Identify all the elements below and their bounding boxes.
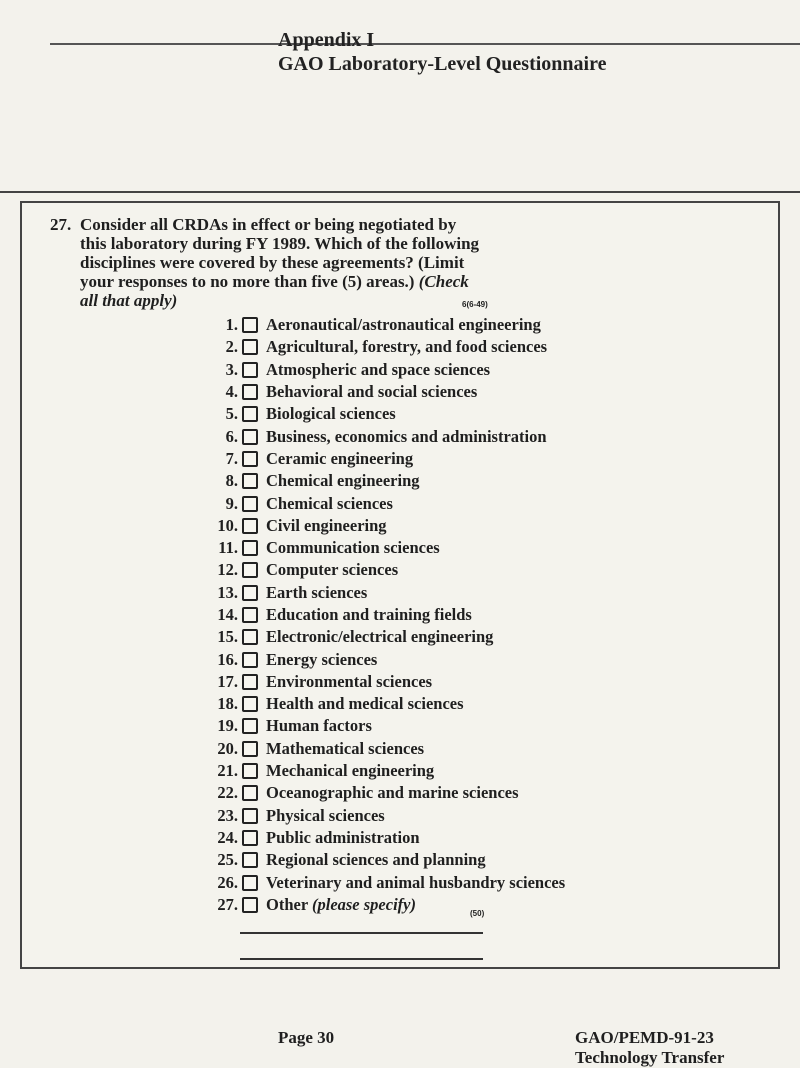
document-title: GAO Laboratory-Level Questionnaire <box>278 53 607 75</box>
checkbox[interactable] <box>242 674 258 690</box>
item-label <box>266 895 416 915</box>
item-number: 25. <box>217 850 238 870</box>
item-number: 3. <box>225 359 238 379</box>
item-number: 15. <box>217 627 238 647</box>
item-label-text: Other <box>266 894 308 914</box>
checkbox[interactable] <box>242 362 258 378</box>
checkbox[interactable] <box>242 339 258 355</box>
list-item <box>210 604 565 626</box>
item-label <box>266 538 440 558</box>
list-item <box>210 805 565 827</box>
item-number: 5. <box>225 404 238 424</box>
page-number: Page 30 <box>278 1028 335 1047</box>
item-label <box>266 627 493 647</box>
item-label <box>266 761 434 781</box>
column-code-top: 6(6-49) <box>462 300 488 309</box>
item-number: 2. <box>225 337 238 357</box>
item-label <box>266 583 367 603</box>
item-number: 17. <box>217 671 238 691</box>
item-label <box>266 605 472 625</box>
checkbox[interactable] <box>242 540 258 556</box>
item-number: 23. <box>217 805 238 825</box>
item-label <box>266 427 547 447</box>
item-label <box>266 382 477 402</box>
checkbox[interactable] <box>242 830 258 846</box>
item-number: 14. <box>217 605 238 624</box>
checkbox[interactable] <box>242 897 258 913</box>
checkbox[interactable] <box>242 852 258 868</box>
item-label-text: Mechanical engineering <box>266 761 435 781</box>
item-label <box>266 650 377 670</box>
list-item <box>210 448 565 470</box>
frame-top-rule <box>0 191 800 193</box>
checkbox[interactable] <box>242 451 258 467</box>
list-item <box>210 715 565 737</box>
question-instruction: (Check all that apply) <box>80 272 469 310</box>
item-label-text: Mathematical sciences <box>266 738 425 758</box>
item-number: 27. <box>217 894 238 914</box>
item-label <box>266 850 486 870</box>
item-number: 6. <box>225 426 238 446</box>
item-label-text: Atmospheric and space sciences <box>266 359 491 379</box>
item-number: 18. <box>217 694 238 714</box>
item-label-text: Oceanographic and marine sciences <box>266 783 519 803</box>
item-label-text: Human factors <box>266 716 372 736</box>
item-label-text: Chemical engineering <box>266 471 420 491</box>
item-label-text: Public administration <box>266 827 420 847</box>
checkbox[interactable] <box>242 875 258 891</box>
item-label <box>266 783 519 803</box>
item-label <box>266 315 541 335</box>
list-item <box>210 582 565 604</box>
item-number: 24. <box>217 827 238 847</box>
list-item <box>210 403 565 425</box>
list-item <box>210 827 565 849</box>
item-label <box>266 516 387 536</box>
item-label <box>266 806 385 826</box>
item-label-text: Business, economics and administration <box>266 426 547 446</box>
item-number: 16. <box>217 649 238 669</box>
list-item <box>210 359 565 381</box>
item-label-text: Communication sciences <box>266 538 440 558</box>
item-label-text: Veterinary and animal husbandry sciences <box>266 872 566 892</box>
item-label <box>266 560 398 580</box>
checkbox[interactable] <box>242 785 258 801</box>
question-main-text: Consider all CRDAs in effect or being negotiated by this laboratory during FY 1989. Which of the following disciplines were covered by these agreements? (Limit your responses to no more than five (5) areas.) <box>80 215 480 291</box>
list-item <box>210 648 565 670</box>
item-label <box>266 694 464 714</box>
item-number: 7. <box>225 448 238 468</box>
checkbox[interactable] <box>242 808 258 824</box>
item-label <box>266 337 547 357</box>
checkbox[interactable] <box>242 741 258 757</box>
column-code-other: (50) <box>470 909 485 918</box>
list-item <box>210 425 565 447</box>
item-number: 21. <box>217 761 238 781</box>
checkbox[interactable] <box>242 763 258 779</box>
checkbox[interactable] <box>242 652 258 668</box>
item-label <box>266 828 420 848</box>
checkbox[interactable] <box>242 406 258 422</box>
list-item <box>210 894 565 916</box>
list-item <box>210 693 565 715</box>
item-number: 19. <box>217 716 238 736</box>
item-label-text: Computer sciences <box>266 560 399 580</box>
list-item <box>210 871 565 893</box>
item-label-text: Civil engineering <box>266 515 387 535</box>
checkbox-list <box>210 314 565 916</box>
report-code: GAO/PEMD-91-23 Technology Transfer <box>575 1028 725 1067</box>
checkbox[interactable] <box>242 429 258 445</box>
list-item <box>210 492 565 514</box>
list-item <box>210 760 565 782</box>
item-label <box>266 672 432 692</box>
checkbox[interactable] <box>242 496 258 512</box>
checkbox[interactable] <box>242 384 258 400</box>
list-item <box>210 336 565 358</box>
item-label-instruction: (please specify) <box>311 894 416 914</box>
item-number: 13. <box>217 582 238 602</box>
question-text <box>80 215 480 310</box>
item-label-text: Agricultural, forestry, and food sciences <box>266 337 548 357</box>
item-label-text: Health and medical sciences <box>266 694 464 714</box>
item-label-text: Ceramic engineering <box>266 448 414 468</box>
list-item <box>210 671 565 693</box>
item-label <box>266 716 372 736</box>
item-label <box>266 739 424 759</box>
item-label-text: Regional sciences and planning <box>266 850 486 870</box>
checkbox[interactable] <box>242 607 258 623</box>
item-label-text: Earth sciences <box>266 582 368 602</box>
item-label-text: Physical sciences <box>266 805 385 825</box>
item-label <box>266 404 396 424</box>
item-label-text: Aeronautical/astronautical engineering <box>266 315 541 335</box>
list-item <box>210 849 565 871</box>
list-item <box>210 381 565 403</box>
item-number: 4. <box>225 382 238 402</box>
item-number: 9. <box>225 493 238 513</box>
appendix-label: Appendix I <box>278 29 375 51</box>
checkbox[interactable] <box>242 629 258 645</box>
list-item <box>210 515 565 537</box>
list-item <box>210 470 565 492</box>
item-label <box>266 449 413 469</box>
item-number: 22. <box>217 783 238 803</box>
item-label <box>266 360 490 380</box>
item-label-text: Environmental sciences <box>266 671 433 691</box>
item-number: 26. <box>217 872 238 892</box>
item-number: 10. <box>217 515 238 535</box>
item-number: 12. <box>217 560 238 580</box>
item-label-text: Biological sciences <box>266 404 396 424</box>
specify-line-2[interactable] <box>240 958 483 960</box>
checkbox[interactable] <box>242 585 258 601</box>
item-number: 20. <box>217 738 238 758</box>
question-number: 27. <box>50 215 72 234</box>
checkbox[interactable] <box>242 518 258 534</box>
checkbox[interactable] <box>242 718 258 734</box>
list-item <box>210 738 565 760</box>
item-number: 8. <box>225 471 238 491</box>
item-label-text: Energy sciences <box>266 649 378 669</box>
item-label <box>266 873 565 893</box>
list-item <box>210 537 565 559</box>
checkbox[interactable] <box>242 473 258 489</box>
item-label-text: Behavioral and social sciences <box>266 382 478 402</box>
list-item <box>210 626 565 648</box>
item-number: 11. <box>218 538 238 558</box>
item-label <box>266 494 393 514</box>
item-label-text: Chemical sciences <box>266 493 393 513</box>
item-label-text: Electronic/electrical engineering <box>266 627 494 647</box>
list-item <box>210 559 565 581</box>
list-item <box>210 314 565 336</box>
item-label-text: Education and training fields <box>266 605 472 624</box>
item-label <box>266 471 420 491</box>
page-header <box>278 28 607 76</box>
checkbox[interactable] <box>242 562 258 578</box>
checkbox[interactable] <box>242 696 258 712</box>
checkbox[interactable] <box>242 317 258 333</box>
specify-line-1[interactable] <box>240 932 483 934</box>
item-number: 1. <box>225 315 238 335</box>
list-item <box>210 782 565 804</box>
